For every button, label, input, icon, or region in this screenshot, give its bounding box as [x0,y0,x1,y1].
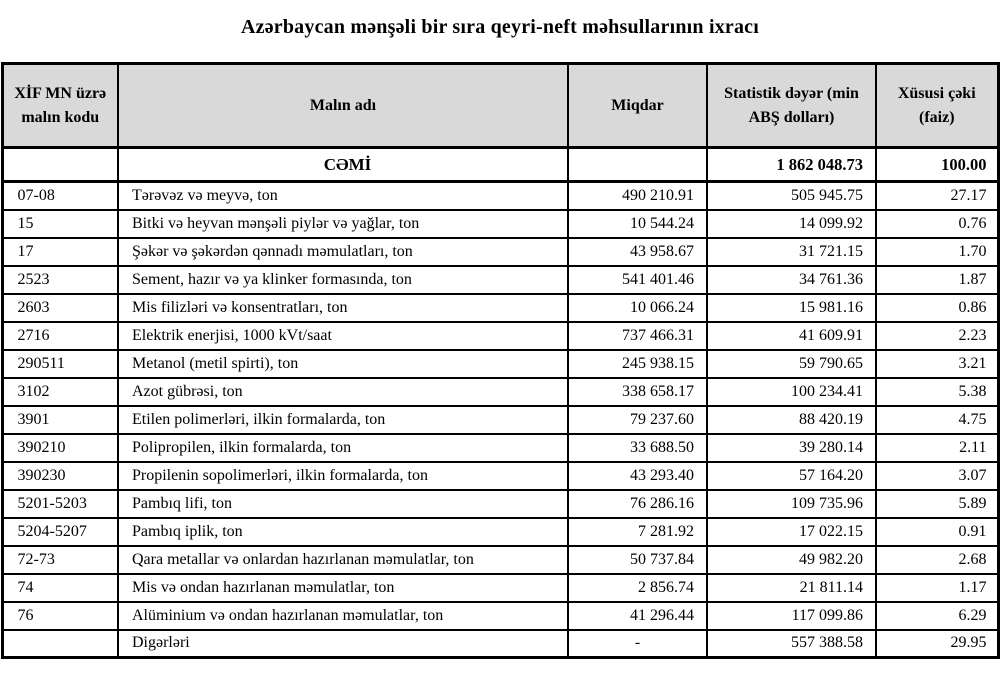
cell-name: Bitki və heyvan mənşəli piylər və yağlar, ton [118,210,568,238]
cell-value: 88 420.19 [707,406,876,434]
col-header-value: Statistik dəyər (min ABŞ dolları) [707,64,876,148]
table-row [2,490,998,518]
cell-quantity: - [568,630,707,658]
cell-share: 1.17 [876,574,998,602]
cell-value: 49 982.20 [707,546,876,574]
cell-value: 1 862 048.73 [707,148,876,182]
cell-name: Metanol (metil spirti), ton [118,350,568,378]
page-title: Azərbaycan mənşəli bir sıra qeyri-neft məhsullarının ixracı [240,16,760,38]
cell-quantity: 10 066.24 [568,294,707,322]
cell-name: CƏMİ [118,148,568,182]
table-row [2,238,998,266]
cell-code: 390210 [2,434,118,462]
table-row [2,518,998,546]
cell-value: 557 388.58 [707,630,876,658]
cell-quantity: 245 938.15 [568,350,707,378]
cell-code: 76 [2,602,118,630]
cell-value: 14 099.92 [707,210,876,238]
col-header-name: Malın adı [118,64,568,148]
cell-value: 31 721.15 [707,238,876,266]
cell-share: 1.70 [876,238,998,266]
cell-code: 15 [2,210,118,238]
col-header-quantity: Miqdar [568,64,707,148]
cell-value: 57 164.20 [707,462,876,490]
table-row [2,630,998,658]
cell-share: 0.86 [876,294,998,322]
cell-share: 6.29 [876,602,998,630]
table-row [2,574,998,602]
cell-quantity: 50 737.84 [568,546,707,574]
table-row [2,602,998,630]
cell-name: Propilenin sopolimerləri, ilkin formalarda, ton [118,462,568,490]
cell-value: 100 234.41 [707,378,876,406]
cell-code: 5201-5203 [2,490,118,518]
table-row [2,434,998,462]
cell-name: Sement, hazır və ya klinker formasında, ton [118,266,568,294]
cell-share: 4.75 [876,406,998,434]
header-row [2,64,998,148]
cell-code: 74 [2,574,118,602]
cell-value: 21 811.14 [707,574,876,602]
cell-quantity: 43 293.40 [568,462,707,490]
cell-name: Pambıq lifi, ton [118,490,568,518]
cell-name: Alüminium və ondan hazırlanan məmulatlar, ton [118,602,568,630]
table-row [2,210,998,238]
cell-code [2,148,118,182]
cell-name: Qara metallar və onlardan hazırlanan məmulatlar, ton [118,546,568,574]
cell-share: 29.95 [876,630,998,658]
cell-name: Tərəvəz və meyvə, ton [118,182,568,210]
cell-value: 117 099.86 [707,602,876,630]
cell-share: 0.76 [876,210,998,238]
table-row [2,406,998,434]
cell-share: 3.07 [876,462,998,490]
cell-code: 3901 [2,406,118,434]
cell-share: 2.68 [876,546,998,574]
cell-code: 2716 [2,322,118,350]
cell-code: 07-08 [2,182,118,210]
cell-share: 5.38 [876,378,998,406]
cell-name: Mis və ondan hazırlanan məmulatlar, ton [118,574,568,602]
cell-name: Şəkər və şəkərdən qənnadı məmulatları, ton [118,238,568,266]
cell-code: 17 [2,238,118,266]
cell-value: 41 609.91 [707,322,876,350]
table-row [2,462,998,490]
cell-code: 2523 [2,266,118,294]
export-table [1,62,1000,659]
cell-code: 72-73 [2,546,118,574]
cell-share: 1.87 [876,266,998,294]
cell-name: Mis filizləri və konsentratları, ton [118,294,568,322]
cell-quantity: 33 688.50 [568,434,707,462]
cell-name: Elektrik enerjisi, 1000 kVt/saat [118,322,568,350]
cell-share: 2.11 [876,434,998,462]
cell-quantity: 737 466.31 [568,322,707,350]
cell-code: 5204-5207 [2,518,118,546]
cell-share: 5.89 [876,490,998,518]
cell-quantity: 41 296.44 [568,602,707,630]
table-row [2,322,998,350]
table-row [2,546,998,574]
cell-share: 2.23 [876,322,998,350]
table-row [2,294,998,322]
cell-quantity: 490 210.91 [568,182,707,210]
cell-share: 3.21 [876,350,998,378]
col-header-share: Xüsusi çəki (faiz) [876,64,998,148]
cell-quantity [568,148,707,182]
cell-share: 27.17 [876,182,998,210]
cell-name: Digərləri [118,630,568,658]
cell-quantity: 79 237.60 [568,406,707,434]
cell-quantity: 2 856.74 [568,574,707,602]
cell-value: 15 981.16 [707,294,876,322]
cell-name: Azot gübrəsi, ton [118,378,568,406]
cell-code: 290511 [2,350,118,378]
cell-quantity: 76 286.16 [568,490,707,518]
cell-value: 17 022.15 [707,518,876,546]
cell-name: Etilen polimerləri, ilkin formalarda, ton [118,406,568,434]
table-row [2,182,998,210]
cell-code: 2603 [2,294,118,322]
table-row [2,266,998,294]
cell-value: 109 735.96 [707,490,876,518]
cell-code [2,630,118,658]
cell-name: Polipropilen, ilkin formalarda, ton [118,434,568,462]
total-row [2,148,998,182]
cell-value: 59 790.65 [707,350,876,378]
cell-share: 0.91 [876,518,998,546]
cell-quantity: 43 958.67 [568,238,707,266]
cell-quantity: 338 658.17 [568,378,707,406]
cell-share: 100.00 [876,148,998,182]
cell-quantity: 7 281.92 [568,518,707,546]
col-header-code: XİF MN üzrə malın kodu [2,64,118,148]
cell-value: 39 280.14 [707,434,876,462]
table-row [2,350,998,378]
cell-quantity: 10 544.24 [568,210,707,238]
cell-code: 3102 [2,378,118,406]
table-row [2,378,998,406]
cell-value: 505 945.75 [707,182,876,210]
cell-quantity: 541 401.46 [568,266,707,294]
cell-value: 34 761.36 [707,266,876,294]
cell-code: 390230 [2,462,118,490]
cell-name: Pambıq iplik, ton [118,518,568,546]
